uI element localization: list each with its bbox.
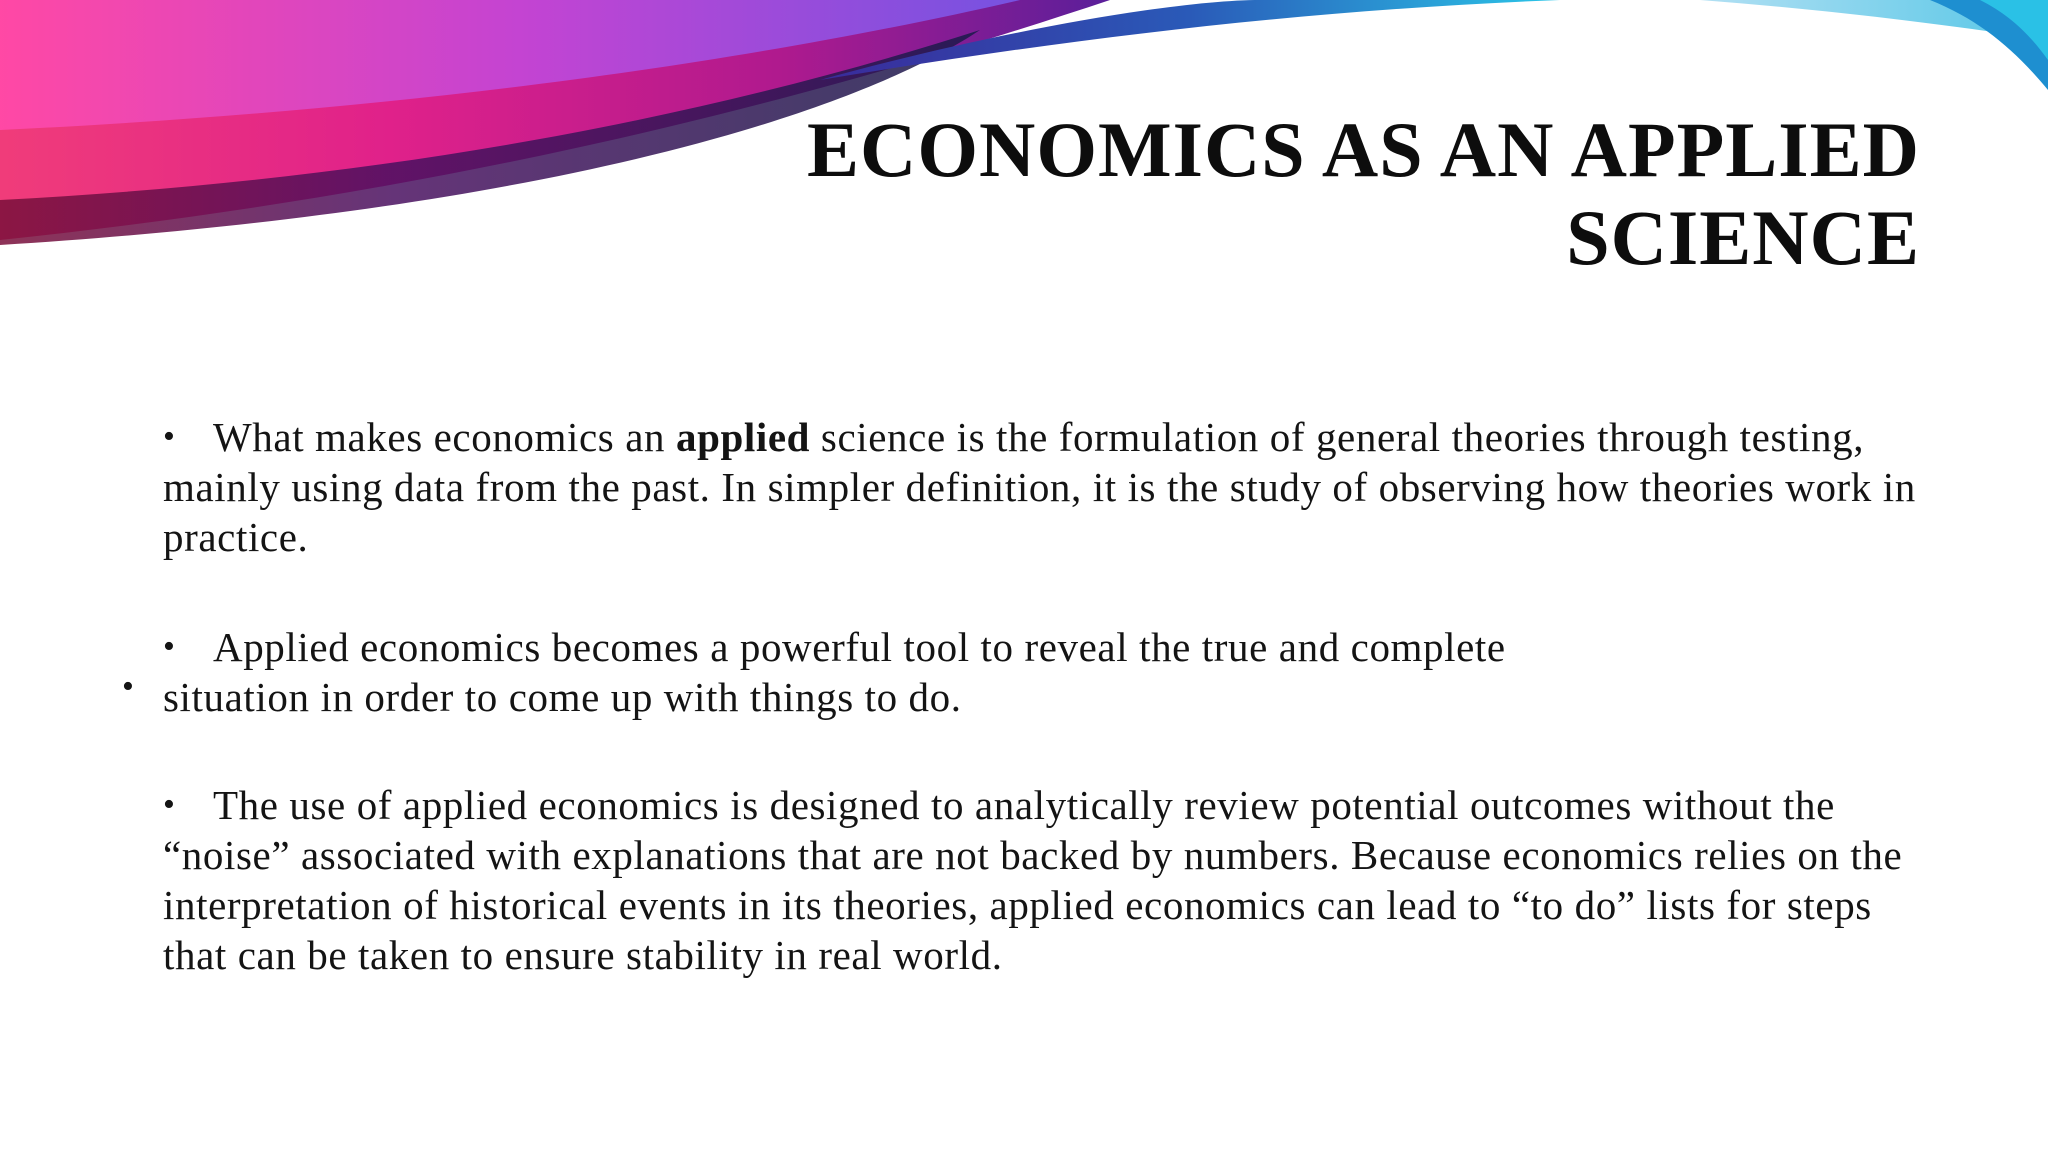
bullet-3-text: The use of applied economics is designed to analytically review potential outcomes without the “noise” associated with explanations that are not backed by numbers. Because economics relies on the interpretation of historical events in its theories, applied economics can lead to “to do” lists for steps that can be taken to ensure stability in real world. xyxy=(163,782,1903,978)
bullet-point-1 xyxy=(163,412,1923,562)
slide-title xyxy=(520,106,1920,282)
bullet-2-line-1: Applied economics becomes a powerful tool to reveal the true and complete xyxy=(213,624,1506,670)
title-line-2: SCIENCE xyxy=(1566,194,1920,281)
bullet-1-text-start: What makes economics an xyxy=(213,414,676,460)
bullet-2-line-2: situation in order to come up with things to do. xyxy=(163,674,962,720)
title-line-1: ECONOMICS AS AN APPLIED xyxy=(806,106,1920,193)
bullet-marker: • xyxy=(163,418,176,455)
stray-bullet-marker: • xyxy=(122,668,134,705)
bullet-point-3 xyxy=(163,780,1923,980)
bullet-1-bold-word: applied xyxy=(675,414,811,460)
bullet-marker: • xyxy=(163,786,176,823)
bullet-marker: • xyxy=(163,628,176,665)
bullet-1-text-end: science is the formulation of general theories through testing, mainly using data from the past. In simpler definition, it is the study of observing how theories work in practice. xyxy=(163,414,1916,560)
bullet-point-2 xyxy=(163,622,1923,722)
